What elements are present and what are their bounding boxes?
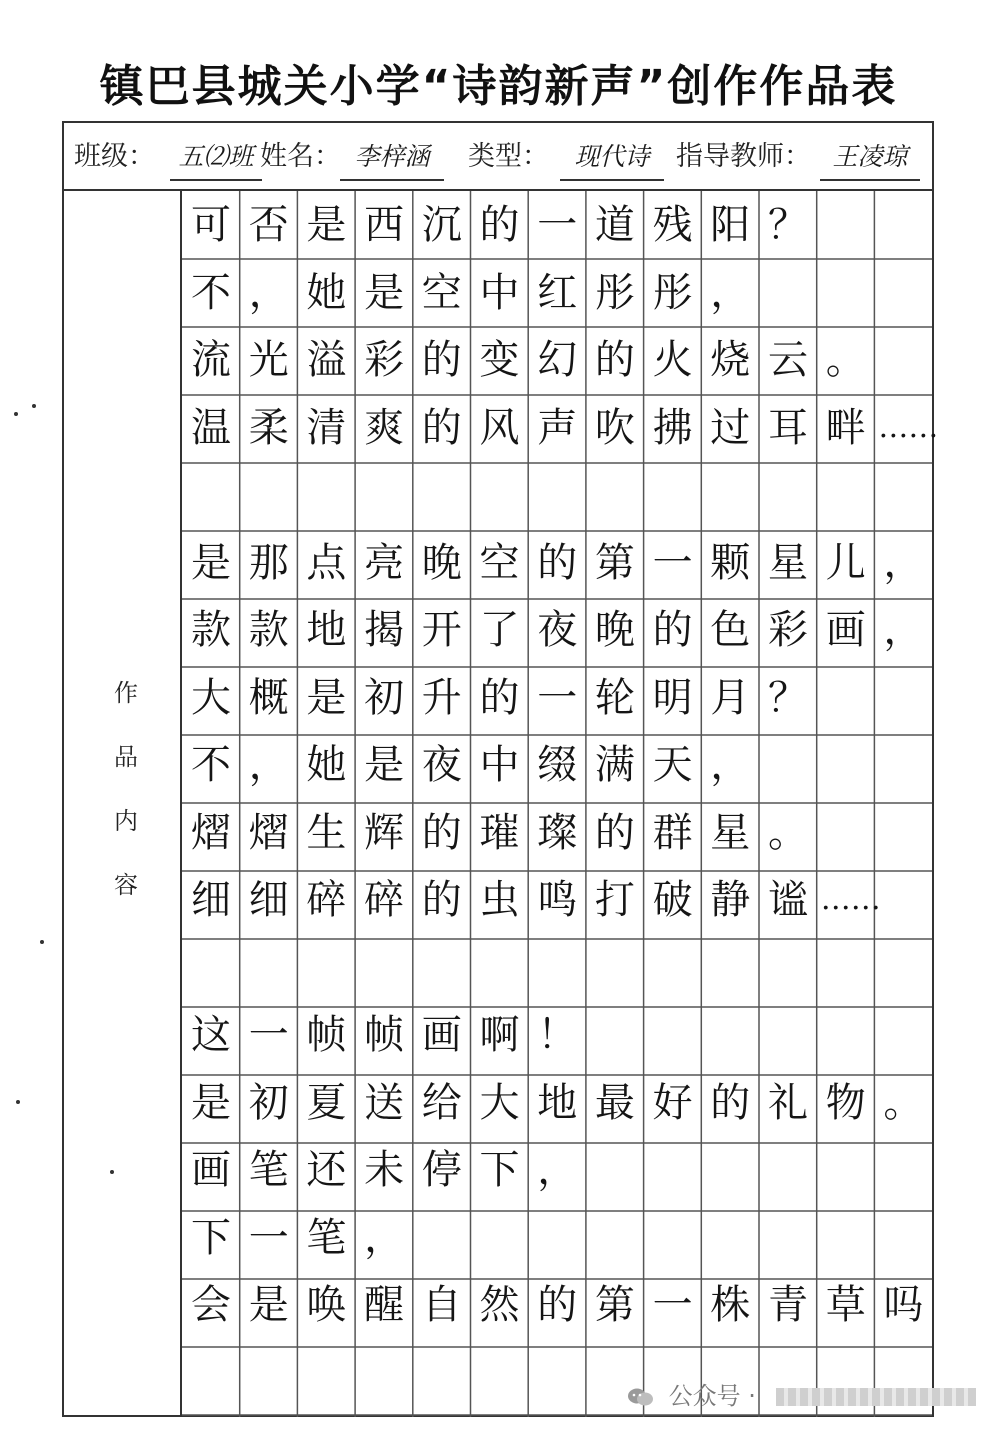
poem-char: 璨: [537, 809, 578, 856]
section-label: 作 品 内 容: [114, 679, 138, 899]
poem-char: 的: [652, 607, 693, 653]
poem-char: 是: [306, 202, 347, 248]
poem-char: 的: [594, 809, 635, 856]
poem-char: 大: [479, 1079, 520, 1126]
section-column: [64, 191, 182, 1417]
poem-char: 道: [594, 202, 635, 248]
class-value: 五⑵班: [170, 135, 262, 181]
poem-char: 辉: [364, 809, 405, 856]
poem-char: 云: [768, 337, 808, 383]
poem-char: 温: [191, 404, 231, 451]
poem-char: 的: [479, 674, 520, 721]
teacher-value: 王凌琼: [820, 135, 920, 181]
poem-char: ，: [710, 269, 751, 316]
poem-char: 款: [248, 607, 289, 653]
watermark: [627, 1376, 976, 1416]
poem-char: 礼: [768, 1079, 808, 1126]
poem-char: 。: [883, 1079, 924, 1126]
poem-char: 唤: [306, 1282, 347, 1328]
poem-char: 满: [594, 742, 635, 788]
poem-char: 一: [652, 1282, 693, 1328]
poem-char: 星: [768, 539, 808, 586]
poem-char: ，: [710, 742, 751, 788]
name-value: 李梓涵: [340, 135, 444, 181]
poem-char: 会: [191, 1282, 231, 1328]
poem-char: 不: [191, 742, 231, 788]
poem-char: 变: [479, 337, 520, 383]
watermark-text: 公众号 ·: [668, 1382, 756, 1410]
poem-char: 溢: [306, 337, 347, 383]
poem-char: 是: [364, 742, 405, 788]
poem-char: 大: [191, 674, 231, 721]
poem-char: 第: [594, 539, 635, 586]
poem-char: 亮: [364, 539, 405, 586]
poem-char: 细: [248, 877, 289, 923]
info-line: [64, 123, 932, 191]
poem-char: 下: [191, 1214, 231, 1261]
poem-char: 款: [191, 607, 231, 653]
poem-char: 的: [421, 404, 462, 451]
poem-char: 夏: [306, 1079, 347, 1126]
poem-char: 天: [652, 742, 693, 788]
poem-char: 啊: [479, 1012, 520, 1058]
poem-char: 自: [421, 1282, 462, 1328]
poem-char: 初: [364, 674, 405, 721]
poem-char: 画: [825, 607, 866, 653]
poem-char: ！: [537, 1012, 578, 1058]
poem-char: 彩: [364, 337, 405, 383]
poem-char: 是: [306, 674, 347, 721]
poem-char: 帧: [364, 1012, 405, 1058]
poem-char: 颗: [710, 539, 751, 586]
poem-char: 的: [537, 1282, 578, 1328]
worksheet: [62, 121, 939, 1417]
poem-char: 西: [364, 202, 405, 248]
poem-char: 一: [537, 202, 578, 248]
poem-char: 的: [710, 1079, 751, 1126]
poem-char: 她: [306, 269, 347, 316]
poem-char: 开: [421, 607, 462, 653]
poem-char: 残: [652, 202, 693, 248]
margin-speck: [14, 412, 18, 416]
poem-char: 不: [191, 269, 231, 316]
poem-char: ，: [248, 742, 289, 788]
poem-char: 可: [191, 202, 231, 248]
poem-char: 红: [537, 269, 578, 316]
poem-char: 流: [191, 337, 231, 383]
poem-char: 清: [306, 404, 347, 451]
poem-char: 畔: [825, 404, 866, 451]
poem-char: 群: [652, 809, 693, 856]
poem-char: 晚: [421, 539, 462, 586]
poem-char: 空: [479, 539, 520, 586]
poem-char: 这: [191, 1012, 231, 1058]
poem-char: 的: [537, 539, 578, 586]
poem-char: ，: [883, 539, 924, 586]
poem-char: 地: [306, 607, 347, 653]
poem-char: 儿: [825, 539, 866, 586]
poem-char: 画: [191, 1147, 231, 1193]
poem-char: 拂: [652, 404, 693, 451]
poem-char: 生: [306, 809, 347, 856]
poem-char: 升: [421, 674, 462, 721]
poem-char: 是: [364, 269, 405, 316]
poem-char: 。: [825, 337, 866, 383]
poem-char: 月: [710, 674, 751, 721]
poem-char: 熠: [248, 809, 289, 856]
poem-char: 幻: [537, 337, 578, 383]
wechat-icon: [627, 1387, 655, 1407]
poem-char: 声: [537, 404, 578, 451]
poem-char: 明: [652, 674, 693, 721]
poem-char: 草: [825, 1282, 866, 1328]
poem-char: 细: [191, 877, 231, 923]
poem-char: 吹: [594, 404, 635, 451]
poem-char: 否: [248, 202, 289, 248]
poem-char: 停: [421, 1147, 462, 1193]
poem-char: 的: [421, 337, 462, 383]
poem-char: 地: [537, 1079, 578, 1126]
poem-char: 烧: [710, 337, 751, 383]
poem-char: 揭: [364, 607, 405, 653]
poem-char: 还: [306, 1147, 347, 1193]
poem-char: 第: [594, 1282, 635, 1328]
poem-char: 概: [248, 674, 289, 721]
poem-char: 的: [594, 337, 635, 383]
poem-char: 空: [421, 269, 462, 316]
poem-char: 点: [306, 539, 347, 586]
poem-char: 过: [710, 404, 751, 451]
class-label: 班级：: [74, 141, 155, 172]
page-title: 镇巴县城关小学“诗韵新声”创作作品表: [99, 61, 898, 112]
poem-char: 。: [768, 809, 808, 856]
poem-char: 爽: [364, 404, 405, 451]
poem-char: 缀: [537, 742, 578, 788]
poem-char: 晚: [594, 607, 635, 653]
poem-char: ，: [883, 607, 924, 653]
poem-char: 一: [537, 674, 578, 721]
poem-char: ，: [537, 1147, 578, 1193]
poem-char: 帧: [306, 1012, 347, 1058]
poem-char: 她: [306, 742, 347, 788]
name-label: 姓名：: [260, 141, 341, 172]
poem-char: 株: [710, 1282, 751, 1328]
poem-char: 耳: [768, 404, 808, 451]
type-label: 类型：: [468, 141, 549, 172]
poem-char: 最: [594, 1079, 635, 1126]
poem-char: 打: [594, 877, 635, 923]
poem-char: 画: [421, 1012, 462, 1058]
poem-char: 璀: [479, 809, 520, 856]
ellipsis-mark: ……: [820, 882, 881, 917]
margin-speck: [16, 1100, 20, 1104]
poem-char: 是: [191, 1079, 231, 1126]
poem-char: 彤: [652, 269, 693, 316]
poem-char: 碎: [364, 877, 405, 923]
type-value: 现代诗: [560, 135, 664, 181]
poem-char: 送: [364, 1079, 405, 1126]
poem-char: 一: [248, 1214, 289, 1261]
poem-char: 彩: [768, 607, 808, 653]
poem-char: 虫: [479, 877, 520, 923]
poem-char: 是: [191, 539, 231, 586]
poem-char: ？: [768, 202, 808, 248]
poem-char: 下: [479, 1147, 520, 1193]
poem-char: 破: [652, 877, 693, 923]
poem-char: 碎: [306, 877, 347, 923]
poem-char: 夜: [421, 742, 462, 788]
poem-char: 夜: [537, 607, 578, 653]
poem-char: 物: [825, 1079, 866, 1126]
poem-char: 轮: [594, 674, 635, 721]
poem-char: 是: [248, 1282, 289, 1328]
poem-char: 静: [710, 877, 751, 923]
margin-speck: [40, 940, 44, 944]
poem-char: ？: [768, 674, 808, 721]
poem-char: 吗: [883, 1282, 924, 1328]
ellipsis-mark: ……: [878, 409, 939, 445]
poem-char: 沉: [421, 202, 462, 248]
poem-char: 一: [248, 1012, 289, 1058]
poem-char: 然: [479, 1282, 520, 1328]
poem-char: 彤: [594, 269, 635, 316]
poem-char: 的: [421, 809, 462, 856]
poem-char: 青: [768, 1282, 808, 1328]
poem-char: 星: [710, 809, 751, 856]
poem-char: 一: [652, 539, 693, 586]
margin-speck: [110, 1170, 114, 1174]
poem-char: 初: [248, 1079, 289, 1126]
poem-char: 中: [479, 742, 520, 788]
poem-char: 未: [364, 1147, 405, 1193]
poem-char: 阳: [710, 202, 751, 248]
poem-char: 笔: [248, 1147, 289, 1193]
poem-char: ，: [364, 1214, 405, 1261]
poem-char: 色: [710, 607, 751, 653]
poem-char: 了: [479, 607, 520, 653]
poem-char: 的: [421, 877, 462, 923]
poem-char: 熠: [191, 809, 231, 856]
redacted-account: [776, 1388, 976, 1406]
poem-char: 笔: [306, 1214, 347, 1261]
teacher-label: 指导教师：: [676, 141, 811, 172]
poem-char: 鸣: [537, 877, 578, 923]
poem-char: 风: [479, 404, 520, 451]
margin-speck: [32, 404, 36, 408]
poem-char: ，: [248, 269, 289, 316]
poem-char: 的: [479, 202, 520, 248]
poem-char: 中: [479, 269, 520, 316]
poem-char: 好: [652, 1079, 693, 1126]
poem-char: 醒: [364, 1282, 405, 1328]
poem-char: 光: [248, 337, 289, 383]
poem-char: 谧: [768, 877, 808, 923]
poem-char: 那: [248, 539, 289, 586]
poem-char: 火: [652, 337, 693, 383]
poem-char: 给: [421, 1079, 462, 1126]
poem-char: 柔: [248, 404, 289, 451]
